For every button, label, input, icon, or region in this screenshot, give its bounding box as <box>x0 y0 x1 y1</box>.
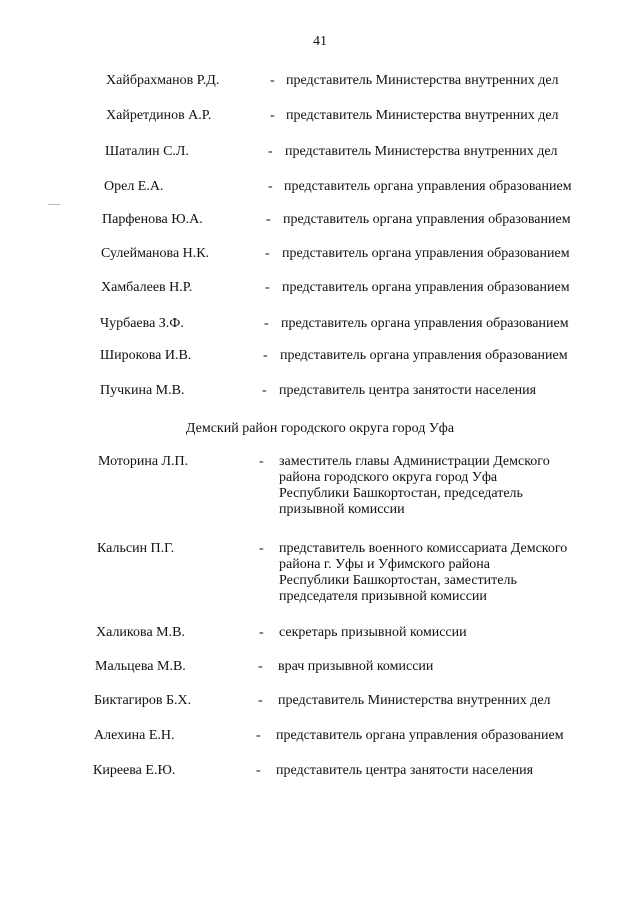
member-name: Орел Е.А. <box>104 179 164 194</box>
list-item <box>0 108 640 126</box>
list-item <box>0 348 640 366</box>
list-item <box>0 212 640 230</box>
dash: - <box>258 659 263 674</box>
member-name: Шаталин С.Л. <box>105 144 189 159</box>
member-role: представитель органа управления образованием <box>283 212 571 227</box>
member-role: представитель органа управления образованием <box>282 280 570 295</box>
list-item <box>0 316 640 334</box>
dash: - <box>265 280 270 295</box>
dash: - <box>264 316 269 331</box>
member-name: Мальцева М.В. <box>95 659 186 674</box>
dash: - <box>256 763 261 778</box>
member-role: секретарь призывной комиссии <box>279 625 467 640</box>
member-name: Хамбалеев Н.Р. <box>101 280 193 295</box>
member-name: Моторина Л.П. <box>98 454 189 469</box>
list-item <box>0 280 640 298</box>
member-role: представитель Министерства внутренних дел <box>285 144 558 159</box>
list-item <box>0 179 640 197</box>
member-name: Хайбрахманов Р.Д. <box>106 73 220 88</box>
dash: - <box>270 73 275 88</box>
member-role: заместитель главы Администрации Демского района городского округа город Уфа Республики Башкортостан, председатель призывной комиссии <box>279 454 550 517</box>
member-role: представитель органа управления образованием <box>284 179 572 194</box>
list-item <box>0 693 640 711</box>
member-role: представитель органа управления образованием <box>276 728 564 743</box>
member-name: Биктагиров Б.Х. <box>94 693 192 708</box>
member-role: представитель Министерства внутренних дел <box>278 693 551 708</box>
member-name: Чурбаева З.Ф. <box>100 316 184 331</box>
dash: - <box>259 541 264 556</box>
member-name: Сулейманова Н.К. <box>101 246 210 261</box>
dash: - <box>266 212 271 227</box>
member-name: Алехина Е.Н. <box>94 728 175 743</box>
dash: - <box>268 179 273 194</box>
member-role: представитель Министерства внутренних дел <box>286 73 559 88</box>
dash: - <box>256 728 261 743</box>
list-item <box>0 246 640 264</box>
list-item <box>0 728 640 746</box>
dash: - <box>270 108 275 123</box>
margin-mark <box>48 204 60 205</box>
member-role: врач призывной комиссии <box>278 659 434 674</box>
dash: - <box>268 144 273 159</box>
list-item <box>0 454 640 524</box>
member-role: представитель центра занятости населения <box>276 763 534 778</box>
member-name: Хайретдинов А.Р. <box>106 108 212 123</box>
member-name: Парфенова Ю.А. <box>102 212 203 227</box>
member-role: представитель органа управления образованием <box>282 246 570 261</box>
dash: - <box>262 383 267 398</box>
dash: - <box>259 454 264 469</box>
member-role: представитель органа управления образованием <box>281 316 569 331</box>
page-number: 41 <box>313 34 327 49</box>
list-item <box>0 659 640 677</box>
list-item <box>0 383 640 401</box>
list-item <box>0 541 640 611</box>
member-name: Широкова И.В. <box>100 348 192 363</box>
dash: - <box>259 625 264 640</box>
member-role: представитель Министерства внутренних дел <box>286 108 559 123</box>
member-name: Киреева Е.Ю. <box>93 763 176 778</box>
dash: - <box>258 693 263 708</box>
list-item <box>0 625 640 643</box>
member-name: Кальсин П.Г. <box>97 541 175 556</box>
member-role: представитель центра занятости населения <box>279 383 537 398</box>
member-name: Халикова М.В. <box>96 625 185 640</box>
section-heading: Демский район городского округа город Уфа <box>185 421 455 436</box>
list-item <box>0 144 640 162</box>
dash: - <box>265 246 270 261</box>
member-name: Пучкина М.В. <box>100 383 185 398</box>
dash: - <box>263 348 268 363</box>
member-role: представитель органа управления образованием <box>280 348 568 363</box>
member-role: представитель военного комиссариата Демского района г. Уфы и Уфимского района Республики Башкортостан, заместитель председателя призывной комиссии <box>279 541 568 604</box>
list-item <box>0 73 640 91</box>
list-item <box>0 763 640 781</box>
